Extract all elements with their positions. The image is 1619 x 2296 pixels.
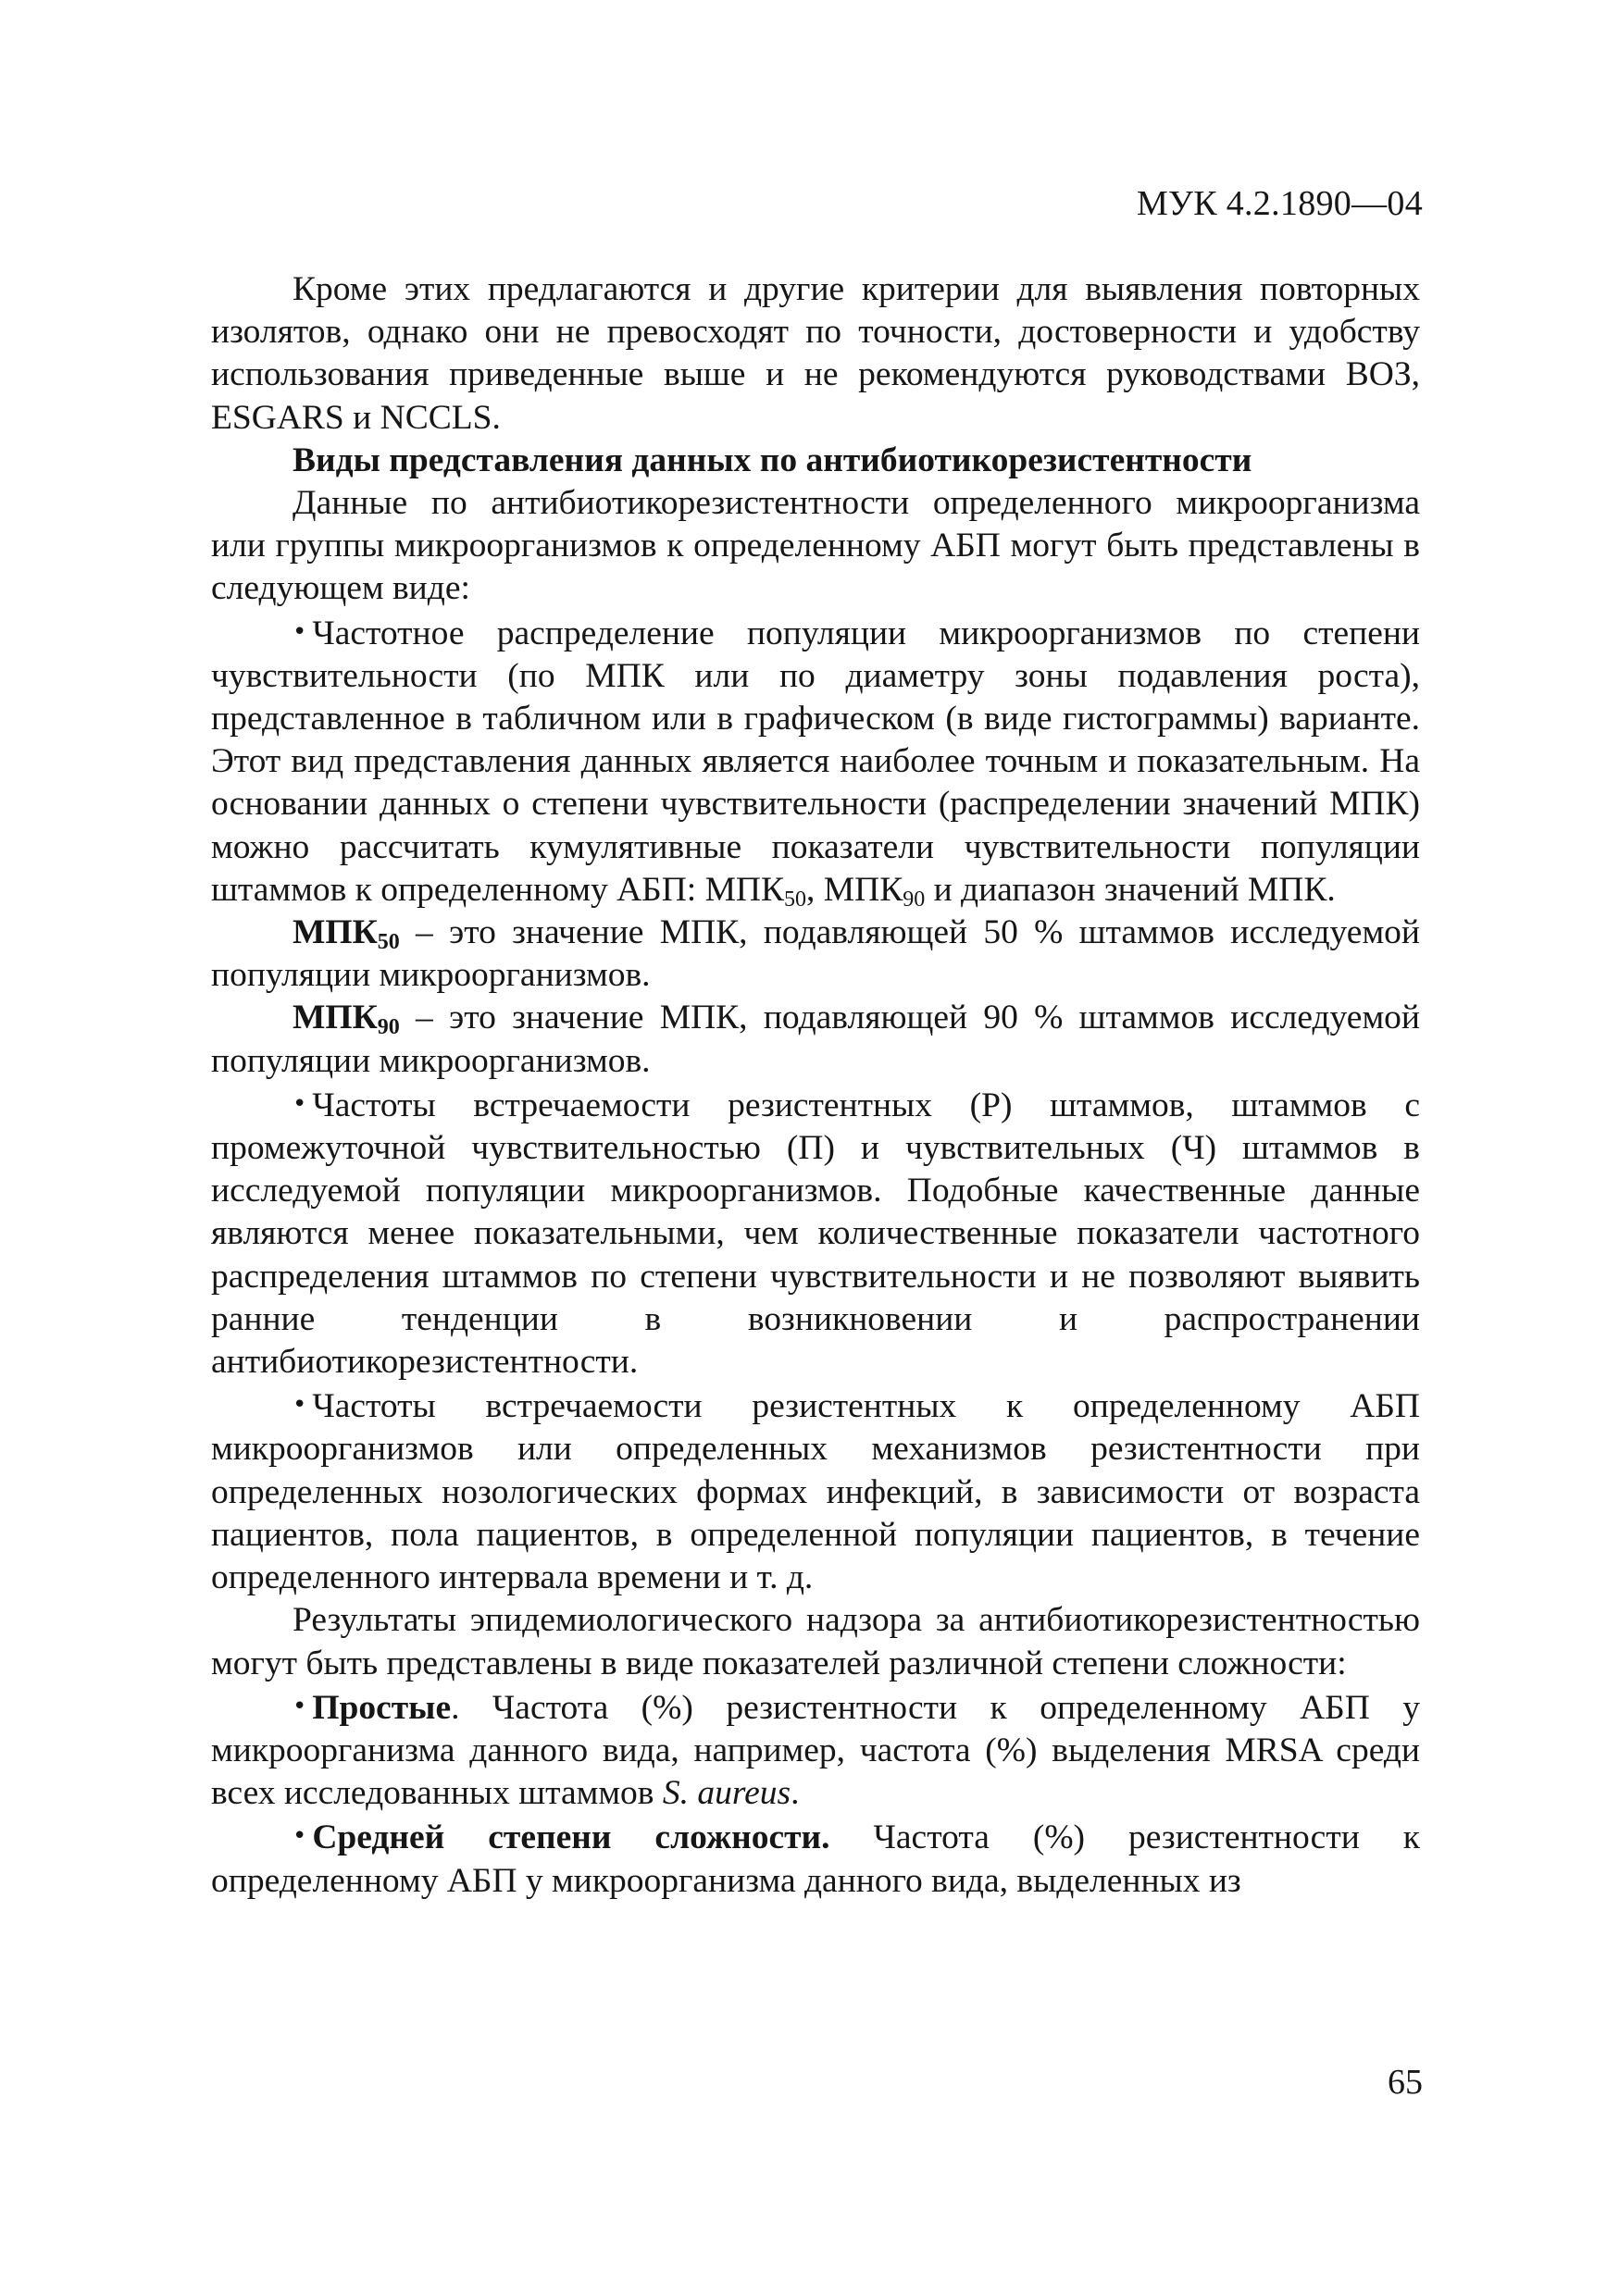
list-item-resistance-frequencies xyxy=(211,1083,1420,1384)
list-item-medium-complexity xyxy=(211,1815,1420,1902)
bullet-icon: • xyxy=(293,617,307,646)
definition-term-subscript: 90 xyxy=(377,1015,400,1040)
mpk-subscript: 90 xyxy=(903,887,926,912)
list-item-frequency-distribution xyxy=(211,611,1420,912)
definition-mpk50 xyxy=(211,912,1420,997)
bullet-icon: • xyxy=(293,1822,307,1851)
list-item-ending: и диапазон значений МПК. xyxy=(925,870,1336,909)
bullet-icon: • xyxy=(293,1391,307,1420)
definition-text: – это значение МПК, подавляющей 50 % штаммов исследуемой популяции микроорганизмов. xyxy=(211,913,1420,995)
document-code-header: МУК 4.2.1890—04 xyxy=(1136,184,1423,223)
definition-text: – это значение МПК, подавляющей 90 % штаммов исследуемой популяции микроорганизмов. xyxy=(211,999,1420,1080)
page-number: 65 xyxy=(1388,2063,1423,2102)
list-item-ending: . xyxy=(791,1774,800,1813)
definition-term: МПК xyxy=(293,913,378,952)
list-item-term: Простые xyxy=(312,1688,452,1727)
section-heading: Виды представления данных по антибиотикорезистентности xyxy=(293,441,1252,479)
definition-term-subscript: 50 xyxy=(377,930,400,955)
paragraph-surveillance-results: Результаты эпидемиологического надзора за антибиотикорезистентностью могут быть представлены в виде показателей различной степени сложности: xyxy=(211,1601,1420,1682)
paragraph-repeat-isolates: Кроме этих предлагаются и другие критерии для выявления повторных изолятов, однако они не превосходят по точности, достоверности и удобству использования приведенные выше и не рекомендуются руководствами ВОЗ, ESGARS и NCCLS. xyxy=(211,270,1420,437)
list-item-simple xyxy=(211,1685,1420,1816)
page-body xyxy=(211,268,1420,1903)
list-item-term: Средней степени сложности. xyxy=(312,1818,830,1857)
bullet-icon: • xyxy=(293,1089,307,1118)
list-item-text: Частота (%) резистентности к определенному АБП у микроорганизма данного вида, выделенных из xyxy=(211,1818,1420,1900)
separator-text: , xyxy=(806,870,824,909)
mpk-term: МПК xyxy=(823,870,903,909)
bullet-icon: • xyxy=(293,1692,307,1720)
species-name: S. aureus xyxy=(662,1774,791,1813)
definition-mpk90 xyxy=(211,997,1420,1082)
list-item-resistant-microorganisms xyxy=(211,1384,1420,1599)
list-item-text: Частоты встречаемости резистентных к определенному АБП микроорганизмов или определенных механизмов резистентности при определенных нозологических формах инфекций, в зависимости от возраста пациентов, пола пациентов, в определенной популяции пациентов, в течение определенного интервала времени и т. д. xyxy=(211,1387,1420,1597)
list-item-text: Частоты встречаемости резистентных (Р) штаммов, штаммов с промежуточной чувствительностью (П) и чувствительных (Ч) штаммов в исследуемой популяции микроорганизмов. Подобные качественные данные являются менее показательными, чем количественные показатели частотного распределения штаммов по степени чувствительности и не позволяют выявить ранние тенденции в возникновении и распространении антибиотикорезистентности. xyxy=(211,1086,1420,1382)
definition-term: МПК xyxy=(293,999,378,1037)
mpk-subscript: 50 xyxy=(784,887,807,912)
list-item-text: Частотное распределение популяции микроорганизмов по степени чувствительности (по МПК или по диаметру зоны подавления роста), представленное в табличном или в графическом (в виде гистограммы) варианте. Этот вид представления данных является наиболее точным и показательным. На основании данных о степени чувствительности (распределении значений МПК) можно рассчитать кумулятивные показатели чувствительности популяции штаммов к определенному АБП: xyxy=(211,614,1420,909)
list-item-text: . Частота (%) резистентности к определенному АБП у микроорганизма данного вида, например, частота (%) выделения MRSA среди всех исследованных штаммов xyxy=(211,1688,1420,1813)
paragraph-data-types-intro: Данные по антибиотикорезистентности определенного микроорганизма или группы микроорганизмов к определенному АБП могут быть представлены в следующем виде: xyxy=(211,484,1420,608)
mpk-term: МПК xyxy=(704,870,785,909)
